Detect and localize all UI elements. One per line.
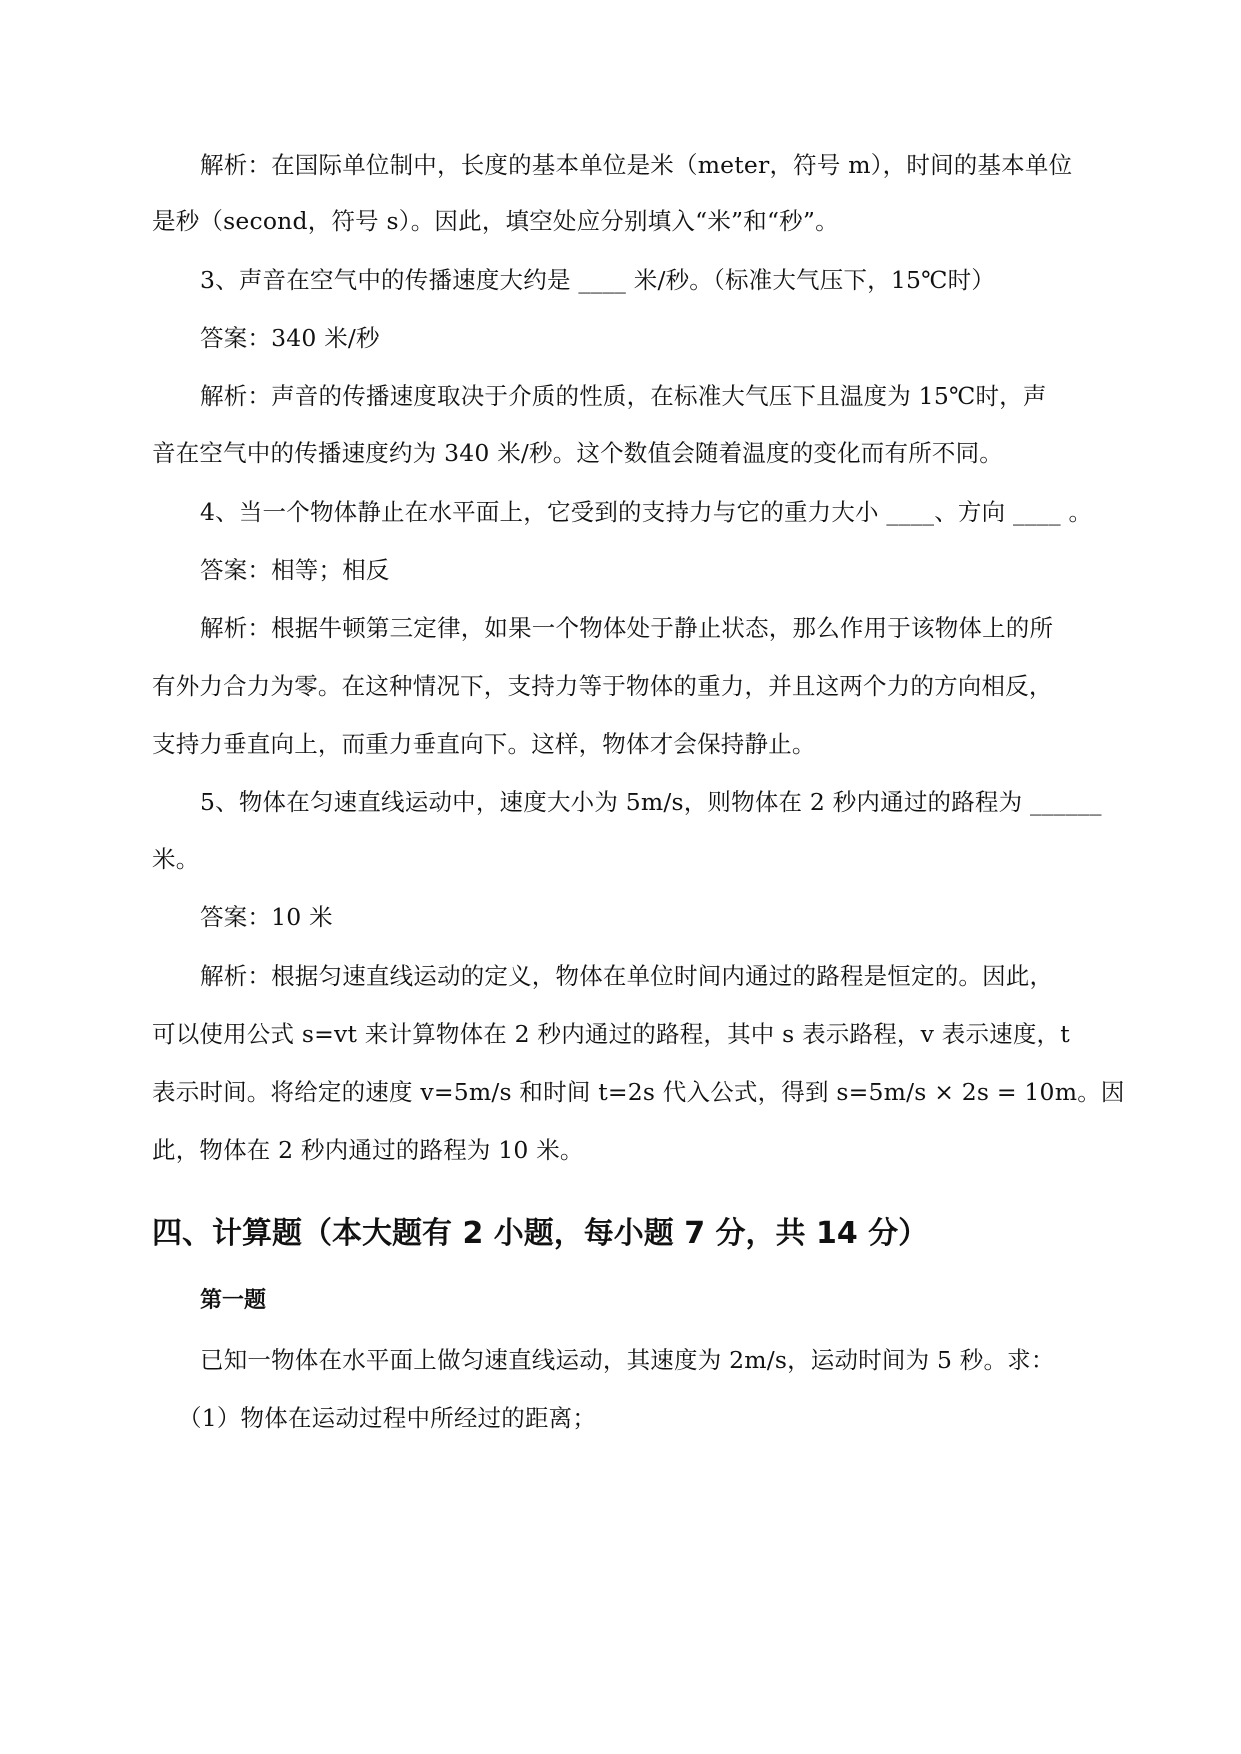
section-heading: 四、计算题（本大题有 2 小题，每小题 7 分，共 14 分） [152,1216,929,1251]
problem-part-1: （1）物体在运动过程中所经过的距离； [178,1404,597,1432]
q3-answer: 答案：340 米/秒 [200,324,380,352]
q5-analysis-line-4: 此，物体在 2 秒内通过的路程为 10 米。 [152,1136,584,1164]
q5-analysis-line-1: 解析：根据匀速直线运动的定义，物体在单位时间内通过的路程是恒定的。因此， [200,962,1054,990]
q3-analysis-line-2: 音在空气中的传播速度约为 340 米/秒。这个数值会随着温度的变化而有所不同。 [152,439,1004,467]
q5-answer: 答案：10 米 [200,903,333,931]
q2-analysis-line-1: 解析：在国际单位制中，长度的基本单位是米（meter，符号 m），时间的基本单位 [200,151,1073,179]
q2-analysis-line-2: 是秒（second，符号 s）。因此，填空处应分别填入“米”和“秒”。 [152,207,839,235]
q5-question-line-2: 米。 [152,845,200,873]
q4-analysis-line-3: 支持力垂直向上，而重力垂直向下。这样，物体才会保持静止。 [152,730,816,758]
q4-question: 4、当一个物体静止在水平面上，它受到的支持力与它的重力大小 ____、方向 ____ 。 [200,498,1093,526]
q5-analysis-line-2: 可以使用公式 s=vt 来计算物体在 2 秒内通过的路程，其中 s 表示路程，v 表示速度，t [152,1020,1070,1048]
problem-statement: 已知一物体在水平面上做匀速直线运动，其速度为 2m/s，运动时间为 5 秒。求： [200,1346,1055,1374]
q4-answer: 答案：相等；相反 [200,556,390,584]
q5-analysis-line-3: 表示时间。将给定的速度 v=5m/s 和时间 t=2s 代入公式，得到 s=5m/s × 2s = 10m。因 [152,1078,1125,1106]
q5-question-line-1: 5、物体在匀速直线运动中，速度大小为 5m/s，则物体在 2 秒内通过的路程为 ______ [200,788,1102,816]
q4-analysis-line-1: 解析：根据牛顿第三定律，如果一个物体处于静止状态，那么作用于该物体上的所 [200,614,1054,642]
q3-question: 3、声音在空气中的传播速度大约是 ____ 米/秒。（标准大气压下，15℃时） [200,266,996,294]
q4-analysis-line-2: 有外力合力为零。在这种情况下，支持力等于物体的重力，并且这两个力的方向相反， [152,672,1053,700]
q3-analysis-line-1: 解析：声音的传播速度取决于介质的性质，在标准大气压下且温度为 15℃时，声 [200,382,1047,410]
subheading-first-problem: 第一题 [200,1288,267,1313]
